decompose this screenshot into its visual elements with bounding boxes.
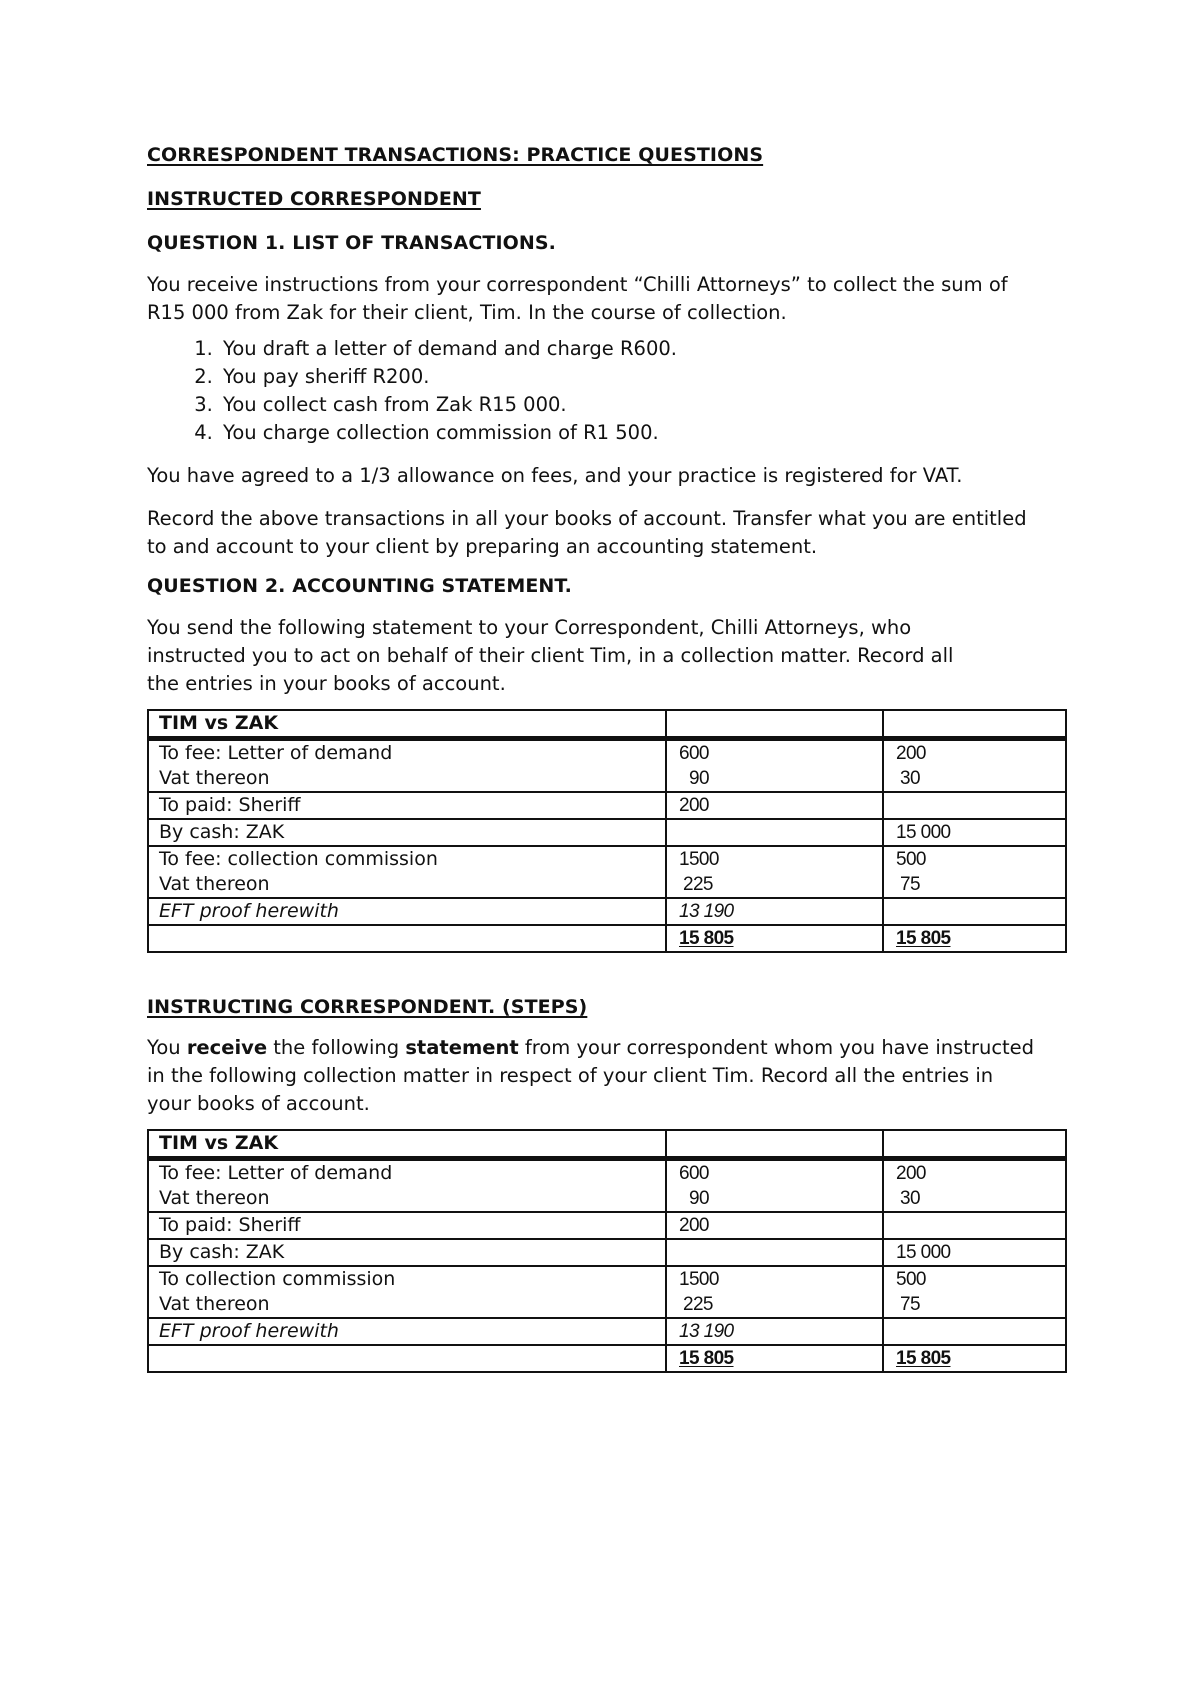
table-header-row (148, 1130, 1066, 1159)
transactions-list (147, 335, 1067, 447)
total-debit: 15 805 (679, 1348, 734, 1369)
section-instructed-title: INSTRUCTED CORRESPONDENT (147, 188, 481, 210)
table-row: To paid: Sheriff 200 (148, 1212, 1066, 1239)
question-2-title: QUESTION 2. ACCOUNTING STATEMENT. (147, 575, 572, 597)
list-item: 4. You charge collection commission of R1 500. (219, 419, 1067, 447)
total-debit: 15 805 (679, 928, 734, 949)
allowance-text: You have agreed to a 1/3 allowance on fees, and your practice is registered for VAT. (147, 464, 963, 487)
document-title: CORRESPONDENT TRANSACTIONS: PRACTICE QUESTIONS (147, 144, 764, 166)
table-row: To fee: collection commission Vat thereon 1500 225 500 75 (148, 846, 1066, 898)
list-item: 1. You draft a letter of demand and charge R600. (219, 335, 1067, 363)
section-instructing-title: INSTRUCTING CORRESPONDENT. (STEPS) (147, 996, 588, 1018)
question-2-intro: You send the following statement to your Correspondent, Chilli Attorneys, who instructed you to act on behalf of their client Tim, in a collection matter. Record all the entries in your books of account. (147, 616, 954, 695)
statement-table-instructed (147, 709, 1067, 953)
question-1-title: QUESTION 1. LIST OF TRANSACTIONS. (147, 232, 556, 254)
question-1-intro: You receive instructions from your correspondent “Chilli Attorneys” to collect the sum of R15 000 from Zak for their client, Tim. In the course of collection. (147, 273, 1008, 324)
table-row: To collection commission Vat thereon 1500 225 500 75 (148, 1266, 1066, 1318)
table-row: EFT proof herewith 13 190 (148, 898, 1066, 925)
statement-table-instructing (147, 1129, 1067, 1373)
table-row: EFT proof herewith 13 190 (148, 1318, 1066, 1345)
table-row: To fee: Letter of demand Vat thereon 600 90 200 30 (148, 1159, 1066, 1213)
table-header-row (148, 710, 1066, 739)
record-instructions: Record the above transactions in all your books of account. Transfer what you are entitled to and account to your client by preparing an accounting statement. (147, 507, 1027, 558)
table-row: By cash: ZAK 15 000 (148, 819, 1066, 846)
table-header-cell: TIM vs ZAK (148, 710, 666, 739)
table-row: To fee: Letter of demand Vat thereon 600 90 200 30 (148, 739, 1066, 793)
list-item: 2. You pay sheriff R200. (219, 363, 1067, 391)
table-row: To paid: Sheriff 200 (148, 792, 1066, 819)
total-credit: 15 805 (896, 1348, 951, 1369)
table-total-row (148, 1345, 1066, 1372)
section-instructing-intro: You receive the following statement from your correspondent whom you have instructed in the following collection matter in respect of your client Tim. Record all the entries in your books of account. (147, 1036, 1035, 1115)
total-credit: 15 805 (896, 928, 951, 949)
table-row: By cash: ZAK 15 000 (148, 1239, 1066, 1266)
table-total-row (148, 925, 1066, 952)
table-header-cell: TIM vs ZAK (148, 1130, 666, 1159)
document-page (147, 142, 1067, 1373)
list-item: 3. You collect cash from Zak R15 000. (219, 391, 1067, 419)
